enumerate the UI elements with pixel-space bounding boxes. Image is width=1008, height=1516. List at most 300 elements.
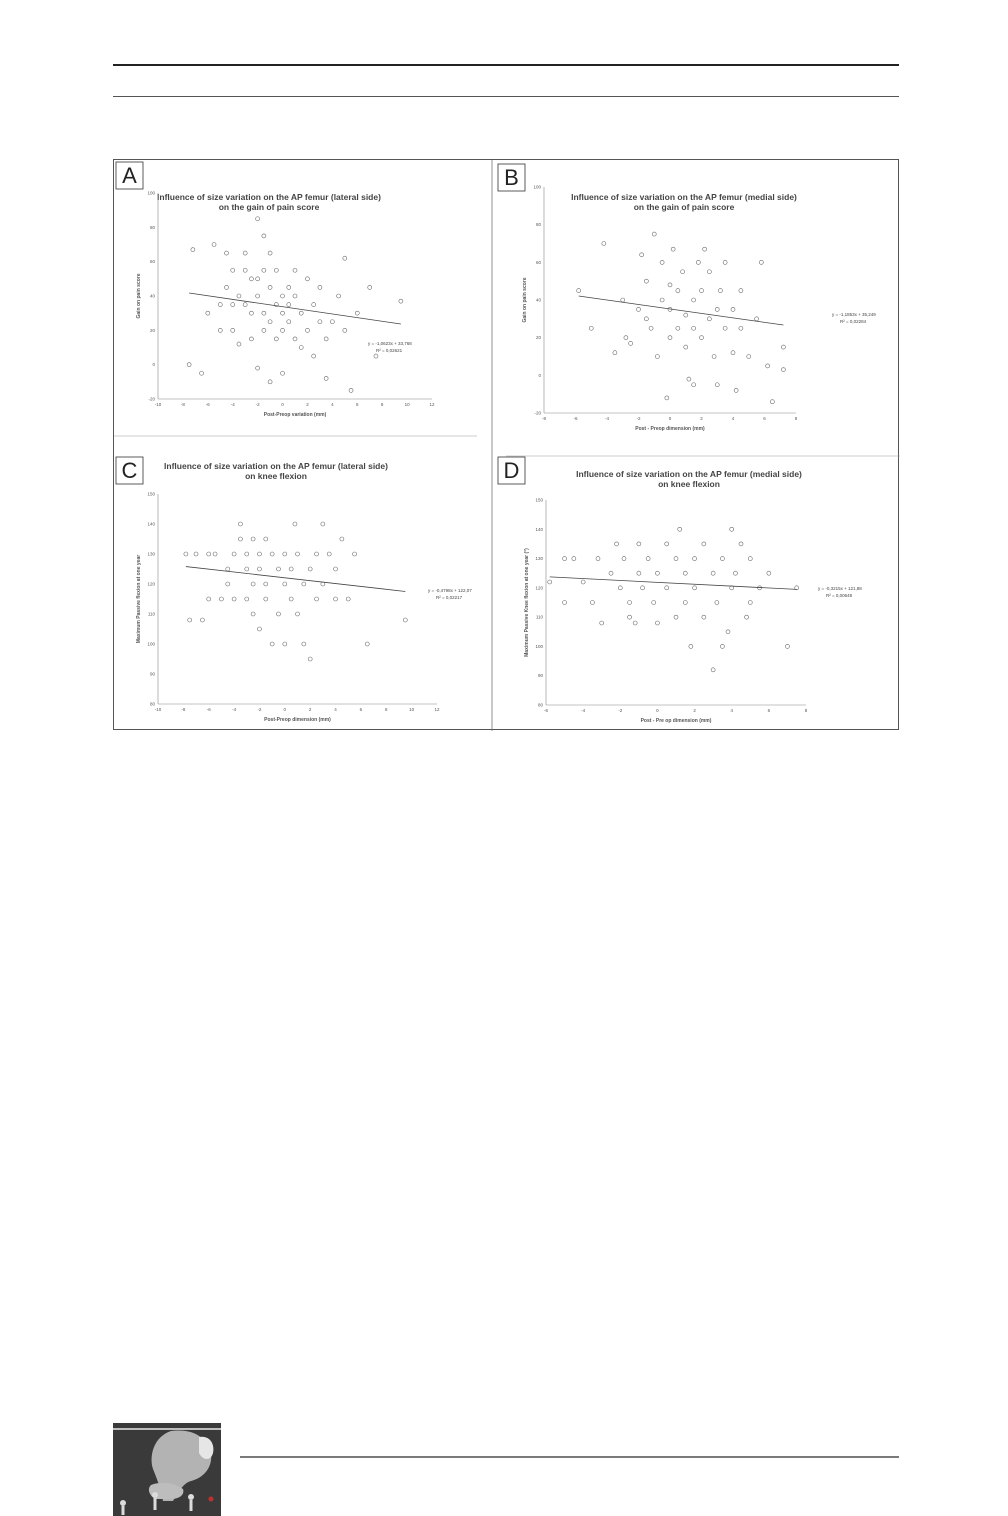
panel-b-point xyxy=(692,326,696,330)
panel-b-title: Influence of size variation on the AP femur (medial side) xyxy=(571,192,797,202)
panel-b-point xyxy=(718,289,722,293)
panel-c-point xyxy=(308,657,312,661)
panel-d-point xyxy=(563,557,567,561)
panel-b-point xyxy=(684,345,688,349)
panel-a-y-tick: 40 xyxy=(149,293,155,299)
panel-b-point xyxy=(660,298,664,302)
panel-a-point xyxy=(231,303,235,307)
panel-c-point xyxy=(226,567,230,571)
panel-a-point xyxy=(287,285,291,289)
panel-b-point xyxy=(766,364,770,368)
panel-a-point xyxy=(200,371,204,375)
panel-b-point xyxy=(684,313,688,317)
panel-c-point xyxy=(296,612,300,616)
panel-b-y-tick: -20 xyxy=(534,410,541,416)
panel-b-point xyxy=(637,307,641,311)
panel-a-x-tick: 4 xyxy=(331,402,334,407)
panel-d-x-label: Post - Pre op dimension (mm) xyxy=(640,718,712,724)
panel-b-point xyxy=(755,317,759,321)
panel-c-y-tick: 100 xyxy=(147,641,155,647)
panel-c-point xyxy=(245,597,249,601)
panel-c-point xyxy=(315,597,319,601)
panel-a-x-tick: -6 xyxy=(205,402,210,407)
panel-a-point xyxy=(243,303,247,307)
panel-a-point xyxy=(187,363,191,367)
panel-d-point xyxy=(693,557,697,561)
panel-c-point xyxy=(334,567,338,571)
panel-d-point xyxy=(730,527,734,531)
panel-b-point xyxy=(668,336,672,340)
panel-a-point xyxy=(268,251,272,255)
panel-b-point xyxy=(707,270,711,274)
panel-a-point xyxy=(368,285,372,289)
panel-a-subtitle: on the gain of pain score xyxy=(218,202,320,212)
panel-d-y-tick: 110 xyxy=(535,614,543,620)
panel-a-point xyxy=(256,294,260,298)
panel-d-point xyxy=(633,621,637,625)
panel-b-x-tick: 8 xyxy=(794,416,798,421)
panel-b-x-tick: 0 xyxy=(668,416,672,421)
panel-a-y-tick: 0 xyxy=(152,362,155,368)
panel-c-point xyxy=(283,642,287,646)
panel-d-y-tick: 100 xyxy=(535,643,543,649)
panel-d-point xyxy=(693,586,697,590)
panel-b-x-tick: -8 xyxy=(541,416,547,421)
panel-c-x-tick: -4 xyxy=(232,707,237,712)
panel-a-point xyxy=(191,248,195,252)
panel-c-equation: y = -0,4798x + 122,07 xyxy=(428,588,472,593)
panel-b-point xyxy=(660,260,664,264)
panel-a-point xyxy=(225,285,229,289)
panel-a-point xyxy=(231,328,235,332)
panel-c-point xyxy=(207,552,211,556)
panel-a-y-label: Gain on pain score xyxy=(136,273,142,319)
panel-d-point xyxy=(739,542,743,546)
panel-b-x-tick: -4 xyxy=(604,416,610,421)
panel-d-point xyxy=(748,557,752,561)
panel-a-point xyxy=(249,277,253,281)
panel-a-point xyxy=(318,320,322,324)
panel-b-point xyxy=(707,317,711,321)
panel-a-point xyxy=(231,268,235,272)
panel-c-title: Influence of size variation on the AP femur (lateral side) xyxy=(164,461,388,471)
panel-c-point xyxy=(264,537,268,541)
panel-d-point xyxy=(720,557,724,561)
panel-d-point xyxy=(702,542,706,546)
panel-a-point xyxy=(218,303,222,307)
panel-b-point xyxy=(655,355,659,359)
panel-a-x-tick: 8 xyxy=(380,402,384,407)
panel-a-x-tick: 12 xyxy=(429,402,435,407)
panel-c-point xyxy=(321,522,325,526)
panel-c-y-label: Maximum Passive flexion at one year xyxy=(136,554,142,644)
panel-d-point xyxy=(711,571,715,575)
panel-d-point xyxy=(655,571,659,575)
panel-d-point xyxy=(711,668,715,672)
panel-c-point xyxy=(276,567,280,571)
panel-b-x-tick: -2 xyxy=(636,416,641,421)
panel-c-point xyxy=(334,597,338,601)
panel-c-point xyxy=(353,552,357,556)
panel-a-letter: A xyxy=(122,163,137,188)
panel-b-x-tick: 2 xyxy=(700,416,703,421)
panel-c-x-tick: 2 xyxy=(308,707,312,712)
panel-a-point xyxy=(374,354,378,358)
panel-b-point xyxy=(644,279,648,283)
panel-b-point xyxy=(781,368,785,372)
panel-d-point xyxy=(628,615,632,619)
panel-b-point xyxy=(781,345,785,349)
panel-c-point xyxy=(403,618,407,622)
panel-c-point xyxy=(219,597,223,601)
panel-d-point xyxy=(590,601,594,605)
panel-a-equation: y = -1,0623x + 33,768 xyxy=(368,341,412,346)
panel-c-y-tick: 120 xyxy=(147,581,155,587)
panel-b-point xyxy=(629,341,633,345)
panel-d-y-label: Maximum Passive Knee flexion at one year (°) xyxy=(524,548,530,657)
panel-a-point xyxy=(243,251,247,255)
panel-b-point xyxy=(723,326,727,330)
panel-a-point xyxy=(287,303,291,307)
panel-c-point xyxy=(302,642,306,646)
panel-c-x-tick: -6 xyxy=(206,707,211,712)
panel-a-point xyxy=(262,268,266,272)
panel-c-point xyxy=(251,537,255,541)
panel-b-point xyxy=(715,307,719,311)
panel-d-point xyxy=(785,644,789,648)
panel-a-x-tick: -10 xyxy=(154,402,162,407)
panel-b-point xyxy=(613,351,617,355)
panel-c-x-tick: -8 xyxy=(181,707,186,712)
panel-d-r2: R² = 0,00648 xyxy=(826,593,853,598)
panel-b-point xyxy=(770,400,774,404)
panel-d-point xyxy=(715,601,719,605)
panel-a-point xyxy=(337,294,341,298)
panel-c-point xyxy=(232,552,236,556)
panel-a-point xyxy=(206,311,210,315)
panel-c-x-tick: 6 xyxy=(359,707,363,712)
panel-c-point xyxy=(188,618,192,622)
panel-d-letter: D xyxy=(503,458,520,483)
panel-b-point xyxy=(589,326,593,330)
panel-d-point xyxy=(720,644,724,648)
panel-a-point xyxy=(281,294,285,298)
panel-b-point xyxy=(671,247,675,251)
panel-b-point xyxy=(577,289,581,293)
logo-bar xyxy=(113,1428,221,1430)
panel-c-point xyxy=(194,552,198,556)
panel-a-point xyxy=(262,311,266,315)
panel-d-point xyxy=(641,586,645,590)
header-rule-bottom xyxy=(113,96,899,97)
panel-d-x-tick: 0 xyxy=(656,708,659,713)
panel-d-point xyxy=(596,557,600,561)
panel-c-point xyxy=(283,582,287,586)
panel-a-point xyxy=(212,243,216,247)
panel-a-point xyxy=(256,217,260,221)
panel-a-point xyxy=(225,251,229,255)
panel-d-x-tick: 4 xyxy=(730,708,733,713)
panel-d-x-tick: -6 xyxy=(543,708,549,713)
panel-c-point xyxy=(207,597,211,601)
panel-b-point xyxy=(700,336,704,340)
panel-c-point xyxy=(184,552,188,556)
panel-d-point xyxy=(745,615,749,619)
panel-c-y-tick: 90 xyxy=(149,671,155,677)
panel-d-y-tick: 120 xyxy=(535,585,543,591)
panel-a-point xyxy=(349,388,353,392)
panel-a-point xyxy=(299,346,303,350)
panel-b-point xyxy=(759,260,763,264)
panel-c-y-tick: 110 xyxy=(147,611,155,617)
panel-a-point xyxy=(312,303,316,307)
panel-a-x-tick: -8 xyxy=(180,402,185,407)
panel-b-point xyxy=(715,383,719,387)
panel-a-point xyxy=(293,337,297,341)
panel-b-point xyxy=(681,270,685,274)
panel-c-x-tick: 4 xyxy=(334,707,337,712)
panel-d-y-tick: 80 xyxy=(537,702,543,708)
panel-d-x-tick: -4 xyxy=(581,708,586,713)
panel-b-point xyxy=(687,377,691,381)
panel-a-point xyxy=(256,277,260,281)
panel-d-point xyxy=(581,580,585,584)
panel-a-x-tick: 6 xyxy=(356,402,359,407)
panel-a-x-tick: 0 xyxy=(281,402,284,407)
panel-a-r2: R² = 0,02621 xyxy=(376,348,403,353)
panel-a-point xyxy=(281,371,285,375)
panel-a-point xyxy=(299,311,303,315)
panel-b-y-tick: 20 xyxy=(535,335,541,341)
panel-a-trendline xyxy=(189,293,401,324)
panel-a-y-tick: 20 xyxy=(149,327,155,333)
panel-b-point xyxy=(652,232,656,236)
panel-d-point xyxy=(622,557,626,561)
panel-c-point xyxy=(213,552,217,556)
panel-d-y-tick: 130 xyxy=(535,556,543,562)
panel-b-point xyxy=(723,260,727,264)
panel-b-point xyxy=(696,260,700,264)
panel-d-y-tick: 140 xyxy=(535,526,543,532)
scatter-figure-canvas xyxy=(114,160,900,731)
panel-c-x-tick: 8 xyxy=(385,707,388,712)
panel-a-point xyxy=(343,328,347,332)
panel-d-point xyxy=(689,644,693,648)
panel-b-letter: B xyxy=(504,165,519,190)
panel-b-x-label: Post - Preop dimension (mm) xyxy=(635,426,705,432)
panel-b-y-tick: 80 xyxy=(535,222,541,228)
panel-d-point xyxy=(748,601,752,605)
panel-a-point xyxy=(249,311,253,315)
panel-c-point xyxy=(276,612,280,616)
panel-d-point xyxy=(655,621,659,625)
panel-b-point xyxy=(731,351,735,355)
panel-a-point xyxy=(237,294,241,298)
scatter-figure xyxy=(113,159,899,730)
panel-b-point xyxy=(703,247,707,251)
panel-d-point xyxy=(615,542,619,546)
panel-d-point xyxy=(628,601,632,605)
footer-rule xyxy=(240,1456,899,1458)
panel-a-point xyxy=(355,311,359,315)
panel-c-r2: R² = 0,02217 xyxy=(436,595,463,600)
panel-c-point xyxy=(238,537,242,541)
panel-b-y-tick: 60 xyxy=(535,259,541,265)
panel-d-x-tick: 6 xyxy=(767,708,771,713)
panel-d-x-tick: 8 xyxy=(804,708,808,713)
panel-d-y-tick: 90 xyxy=(537,673,543,679)
panel-d-point xyxy=(637,542,641,546)
panel-a-point xyxy=(274,337,278,341)
panel-a-point xyxy=(343,256,347,260)
panel-d-point xyxy=(646,557,650,561)
panel-a-point xyxy=(218,328,222,332)
panel-b-point xyxy=(649,326,653,330)
panel-b-r2: R² = 0,02284 xyxy=(840,319,867,324)
panel-d-point xyxy=(674,557,678,561)
panel-c-point xyxy=(257,627,261,631)
panel-c-point xyxy=(365,642,369,646)
panel-b-point xyxy=(621,298,625,302)
panel-b-point xyxy=(739,289,743,293)
panel-b-y-tick: 100 xyxy=(533,184,541,190)
panel-c-point xyxy=(245,552,249,556)
panel-c-point xyxy=(264,597,268,601)
panel-d-y-tick: 150 xyxy=(535,497,543,503)
panel-b-point xyxy=(700,289,704,293)
panel-a-x-tick: 10 xyxy=(404,402,410,407)
panel-c-y-tick: 80 xyxy=(149,701,155,707)
knee-logo xyxy=(113,1423,221,1516)
panel-a-point xyxy=(399,299,403,303)
panel-d-point xyxy=(609,571,613,575)
panel-a-y-tick: 100 xyxy=(147,190,155,196)
panel-a-y-tick: 80 xyxy=(149,224,155,230)
panel-c-point xyxy=(289,597,293,601)
panel-a-point xyxy=(262,328,266,332)
panel-c-point xyxy=(232,597,236,601)
panel-a-x-tick: -4 xyxy=(230,402,235,407)
panel-b-point xyxy=(676,326,680,330)
panel-d-x-tick: -2 xyxy=(618,708,623,713)
panel-c-point xyxy=(293,522,297,526)
panel-c-point xyxy=(315,552,319,556)
panel-b-point xyxy=(731,307,735,311)
panel-c-point xyxy=(346,597,350,601)
panel-b-y-tick: 40 xyxy=(535,297,541,303)
panel-a-point xyxy=(312,354,316,358)
panel-b-point xyxy=(676,289,680,293)
panel-b-x-tick: 6 xyxy=(763,416,766,421)
panel-a-y-tick: -20 xyxy=(148,396,155,402)
panel-a-x-label: Post-Preop variation (mm) xyxy=(263,412,327,418)
panel-c-point xyxy=(200,618,204,622)
panel-d-point xyxy=(665,542,669,546)
panel-a-point xyxy=(330,320,334,324)
panel-c-point xyxy=(296,552,300,556)
panel-c-point xyxy=(257,567,261,571)
panel-b-equation: y = -1,1853x + 35,249 xyxy=(832,312,876,317)
panel-a-x-tick: -2 xyxy=(255,402,260,407)
panel-a-point xyxy=(305,328,309,332)
panel-c-point xyxy=(270,552,274,556)
panel-a-x-tick: 2 xyxy=(306,402,309,407)
panel-b-trendline xyxy=(579,296,784,325)
panel-a-point xyxy=(318,285,322,289)
panel-c-subtitle: on knee flexion xyxy=(245,471,307,481)
panel-a-point xyxy=(243,268,247,272)
panel-d-point xyxy=(733,571,737,575)
panel-a-title: Influence of size variation on the AP femur (lateral side) xyxy=(157,192,381,202)
panel-d-point xyxy=(600,621,604,625)
panel-d-point xyxy=(683,571,687,575)
panel-b-y-tick: 0 xyxy=(538,372,541,378)
panel-c-point xyxy=(251,582,255,586)
panel-c-point xyxy=(283,552,287,556)
panel-d-subtitle: on knee flexion xyxy=(658,479,720,489)
panel-c-point xyxy=(238,522,242,526)
panel-c-x-tick: -10 xyxy=(154,707,162,712)
panel-d-point xyxy=(548,580,552,584)
panel-a-point xyxy=(256,366,260,370)
panel-b-point xyxy=(665,396,669,400)
panel-d-point xyxy=(572,557,576,561)
panel-d-point xyxy=(637,571,641,575)
panel-c-y-tick: 130 xyxy=(147,551,155,557)
panel-a-point xyxy=(287,320,291,324)
panel-a-point xyxy=(293,294,297,298)
panel-c-point xyxy=(327,552,331,556)
panel-a-point xyxy=(249,337,253,341)
panel-c-point xyxy=(289,567,293,571)
panel-a-point xyxy=(268,285,272,289)
panel-b-point xyxy=(624,336,628,340)
panel-c-letter: C xyxy=(121,458,138,483)
panel-d-point xyxy=(652,601,656,605)
panel-a-point xyxy=(293,268,297,272)
panel-b-point xyxy=(739,326,743,330)
panel-a-point xyxy=(324,376,328,380)
panel-b-point xyxy=(712,355,716,359)
panel-b-point xyxy=(640,253,644,257)
panel-c-x-tick: 12 xyxy=(434,707,440,712)
panel-c-point xyxy=(257,552,261,556)
panel-d-equation: y = -0,3215x + 121,88 xyxy=(818,586,862,591)
panel-c-point xyxy=(245,567,249,571)
panel-d-point xyxy=(665,586,669,590)
panel-b-point xyxy=(644,317,648,321)
panel-c-point xyxy=(270,642,274,646)
panel-c-x-tick: 0 xyxy=(283,707,287,712)
panel-b-x-tick: 4 xyxy=(731,416,735,421)
panel-b-point xyxy=(692,383,696,387)
panel-a-point xyxy=(268,320,272,324)
panel-c-x-label: Post-Preop dimension (mm) xyxy=(264,717,331,723)
panel-c-point xyxy=(251,612,255,616)
panel-a-y-tick: 60 xyxy=(149,259,155,265)
panel-a-point xyxy=(237,342,241,346)
panel-b-y-label: Gain on pain score xyxy=(522,277,528,323)
panel-c-point xyxy=(264,582,268,586)
panel-b-point xyxy=(692,298,696,302)
panel-d-point xyxy=(674,615,678,619)
panel-d-point xyxy=(726,630,730,634)
knee-illustration xyxy=(113,1423,221,1516)
panel-c-point xyxy=(302,582,306,586)
panel-b-point xyxy=(747,355,751,359)
panel-c-point xyxy=(308,567,312,571)
panel-d-trendline xyxy=(550,577,797,590)
